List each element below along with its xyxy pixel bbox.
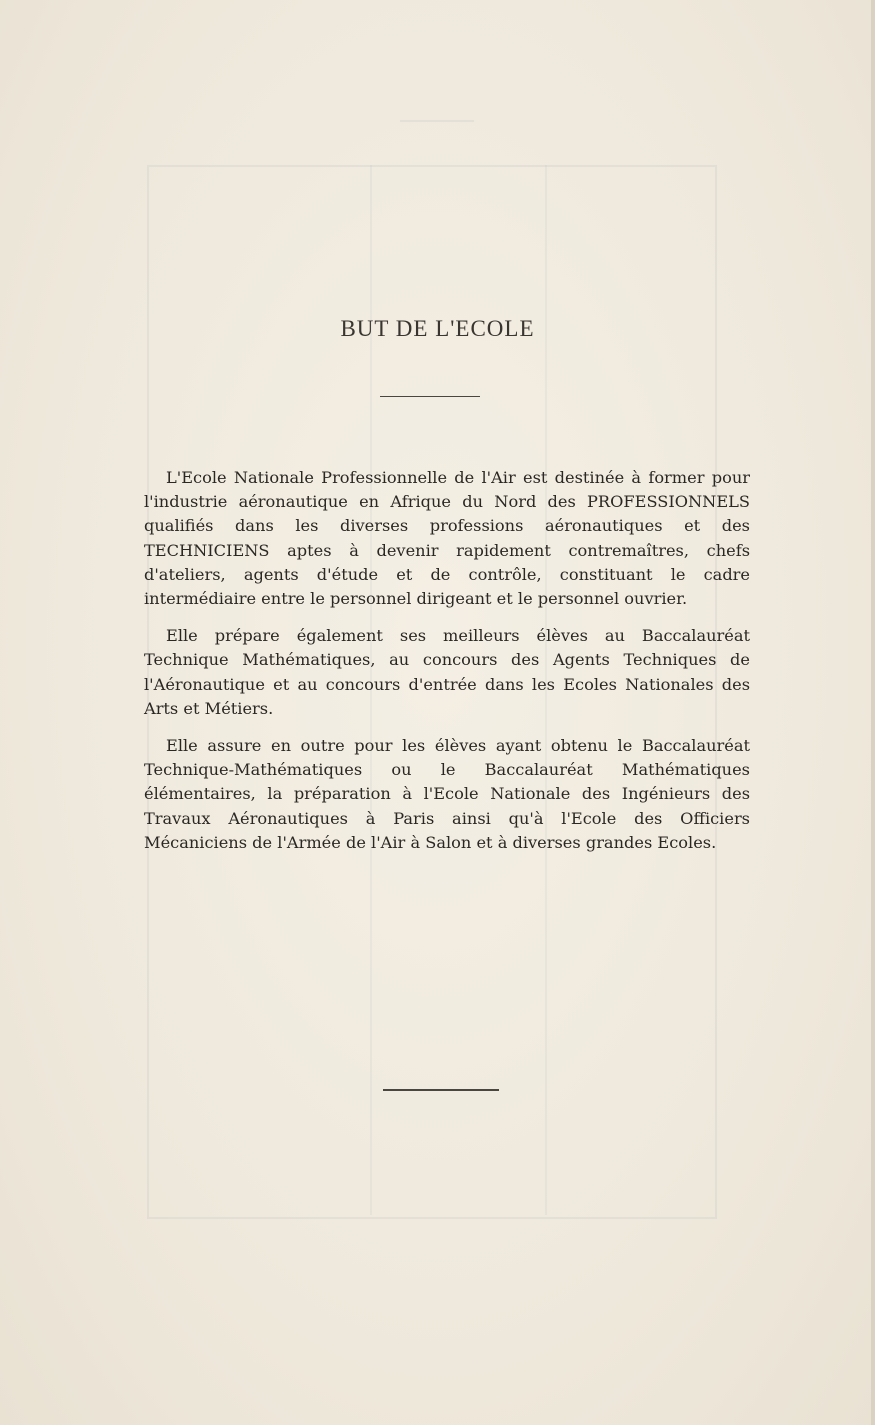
page-title: BUT DE L'ECOLE xyxy=(340,316,535,341)
bleed-through-page-number xyxy=(400,108,474,122)
title-divider xyxy=(380,396,480,397)
paragraph-purpose: L'Ecole Nationale Professionnelle de l'Air est destinée à former pour l'industrie aéronautique en Afrique du Nord des PROFESSIONNELS qualifiés dans les diverses professions aéronautiques et des TECHNICIENS aptes à devenir rapidement contremaîtres, chefs d'ateliers, agents d'étude et de contrôle, constituant le cadre intermédiaire entre le personnel dirigeant et le personnel ouvrier. xyxy=(144,468,750,609)
page-edge xyxy=(871,0,875,1425)
paragraph-preparation: Elle prépare également ses meilleurs élèves au Baccalauréat Technique Mathématiques, au concours des Agents Techniques de l'Aéronautique et au concours d'entrée dans les Ecoles Nationales des Arts et Métiers. xyxy=(144,626,750,718)
body-text xyxy=(144,466,750,868)
paragraph-higher-schools: Elle assure en outre pour les élèves ayant obtenu le Baccalauréat Technique-Mathématiques ou le Baccalauréat Mathématiques élémentaires, la préparation à l'Ecole Nationale des Ingénieurs des Travaux Aéronautiques à Paris ainsi qu'à l'Ecole des Officiers Mécaniciens de l'Armée de l'Air à Salon et à diverses grandes Ecoles. xyxy=(144,736,750,852)
closing-divider xyxy=(383,1089,499,1091)
